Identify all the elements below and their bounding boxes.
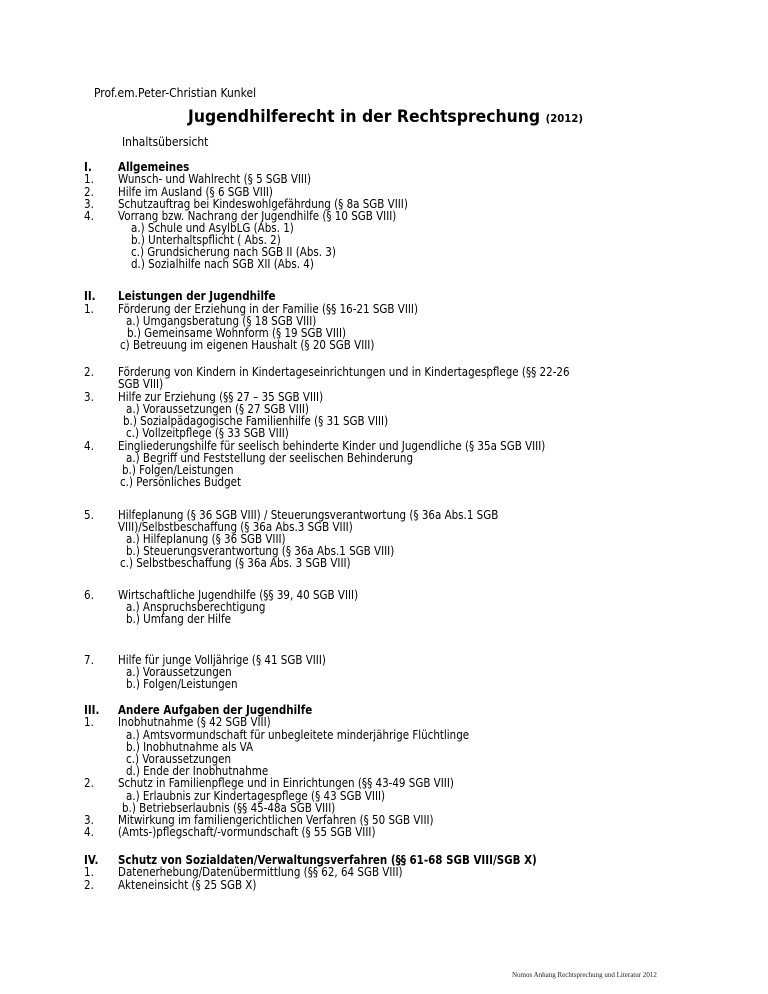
toc-number: 1. [84,865,94,879]
toc-number: 3. [84,813,94,827]
toc-subitem: b.) Umfang der Hilfe [126,612,231,626]
toc-number: 3. [84,390,94,404]
toc-subitem: d.) Ende der Inobhutnahme [126,764,269,778]
toc-subitem: b.) Betriebserlaubnis (§§ 45-48a SGB VIII) [122,801,336,815]
toc-section-heading: Allgemeines [118,160,190,174]
toc-subitem: b.) Folgen/Leistungen [126,677,238,691]
toc-item: Datenerhebung/Datenübermittlung (§§ 62, 64 SGB VIII) [118,865,403,879]
toc-item: Förderung von Kindern in Kindertageseinrichtungen und in Kindertagespflege (§§ 22-26 [118,365,570,379]
toc-number: 2. [84,776,94,790]
toc-number: 4. [84,439,94,453]
toc-number: 6. [84,588,94,602]
toc-section-heading: Leistungen der Jugendhilfe [118,289,276,303]
title-text: Jugendhilferecht in der Rechtsprechung [188,107,541,127]
toc-item: Förderung der Erziehung in der Familie (§§ 16-21 SGB VIII) [118,302,419,316]
toc-subitem: a.) Schule und AsylbLG (Abs. 1) [131,221,294,235]
toc-number: 2. [84,365,94,379]
toc-number: 1. [84,172,94,186]
toc-subitem: d.) Sozialhilfe nach SGB XII (Abs. 4) [131,257,314,271]
document-title [188,108,583,128]
toc-section-heading: Andere Aufgaben der Jugendhilfe [118,703,313,717]
toc-subitem: b.) Steuerungsverantwortung (§ 36a Abs.1 SGB VIII) [126,544,395,558]
toc-item: Hilfe für junge Volljährige (§ 41 SGB VIII) [118,653,326,667]
toc-subitem: c.) Grundsicherung nach SGB II (Abs. 3) [131,245,336,259]
toc-item: Wunsch- und Wahlrecht (§ 5 SGB VIII) [118,172,312,186]
toc-subitem: a.) Begriff und Feststellung der seelischen Behinderung [126,451,414,465]
toc-number: 2. [84,185,94,199]
toc-subitem: SGB VIII) [118,377,164,391]
toc-subitem: VIII)/Selbstbeschaffung (§ 36a Abs.3 SGB VIII) [118,520,353,534]
toc-subitem: b.) Inobhutnahme als VA [126,740,254,754]
toc-number: 3. [84,197,94,211]
toc-subitem: c) Betreuung im eigenen Haushalt (§ 20 SGB VIII) [120,338,375,352]
toc-number: 1. [84,715,94,729]
title-year: (2012) [545,112,583,125]
toc-subitem: b.) Folgen/Leistungen [122,463,234,477]
toc-subitem: a.) Amtsvormundschaft für unbegleitete minderjährige Flüchtlinge [126,728,470,742]
toc-heading: Inhaltsübersicht [122,134,209,149]
toc-number: II. [84,289,96,303]
toc-number: IV. [84,853,99,867]
toc-item: Hilfe zur Erziehung (§§ 27 – 35 SGB VIII) [118,390,324,404]
author-line: Prof.em.Peter-Christian Kunkel [94,85,257,100]
toc-item: Eingliederungshilfe für seelisch behinderte Kinder und Jugendliche (§ 35a SGB VIII) [118,439,546,453]
toc-subitem: c.) Persönliches Budget [120,475,242,489]
toc-subitem: a.) Voraussetzungen [126,665,232,679]
page-footer: Nomos Anhang Rechtsprechung und Literatur 2012 [512,971,657,979]
toc-section-heading: Schutz von Sozialdaten/Verwaltungsverfahren (§§ 61-68 SGB VIII/SGB X) [118,853,537,867]
toc-item: Akteneinsicht (§ 25 SGB X) [118,878,257,892]
toc-subitem: c.) Voraussetzungen [126,752,232,766]
toc-subitem: b.) Sozialpädagogische Familienhilfe (§ 31 SGB VIII) [123,414,389,428]
toc-subitem: a.) Voraussetzungen (§ 27 SGB VIII) [126,402,309,416]
toc-item: Schutzauftrag bei Kindeswohlgefährdung (§ 8a SGB VIII) [118,197,408,211]
toc-number: I. [84,160,92,174]
toc-item: Vorrang bzw. Nachrang der Jugendhilfe (§ 10 SGB VIII) [118,209,397,223]
toc-subitem: b.) Unterhaltspflicht ( Abs. 2) [131,233,281,247]
toc-item: Hilfeplanung (§ 36 SGB VIII) / Steuerungsverantwortung (§ 36a Abs.1 SGB [118,508,499,522]
toc-number: 7. [84,653,94,667]
toc-subitem: a.) Hilfeplanung (§ 36 SGB VIII) [126,532,286,546]
toc-number: 2. [84,878,94,892]
toc-item: Wirtschaftliche Jugendhilfe (§§ 39, 40 SGB VIII) [118,588,359,602]
toc-item: Schutz in Familienpflege und in Einrichtungen (§§ 43-49 SGB VIII) [118,776,454,790]
toc-subitem: a.) Umgangsberatung (§ 18 SGB VIII) [126,314,317,328]
toc-item: Hilfe im Ausland (§ 6 SGB VIII) [118,185,273,199]
toc-subitem: a.) Anspruchsberechtigung [126,600,266,614]
toc-number: 1. [84,302,94,316]
toc-subitem: b.) Gemeinsame Wohnform (§ 19 SGB VIII) [127,326,347,340]
toc-number: 5. [84,508,94,522]
toc-item: Mitwirkung im familiengerichtlichen Verfahren (§ 50 SGB VIII) [118,813,434,827]
toc-subitem: c.) Vollzeitpflege (§ 33 SGB VIII) [126,426,289,440]
toc-subitem: c.) Selbstbeschaffung (§ 36a Abs. 3 SGB VIII) [120,556,351,570]
toc-number: 4. [84,825,94,839]
toc-number: III. [84,703,100,717]
toc-item: (Amts-)pflegschaft/-vormundschaft (§ 55 SGB VIII) [118,825,376,839]
toc-subitem: a.) Erlaubnis zur Kindertagespflege (§ 43 SGB VIII) [126,789,386,803]
toc-number: 4. [84,209,94,223]
toc-item: Inobhutnahme (§ 42 SGB VIII) [118,715,271,729]
